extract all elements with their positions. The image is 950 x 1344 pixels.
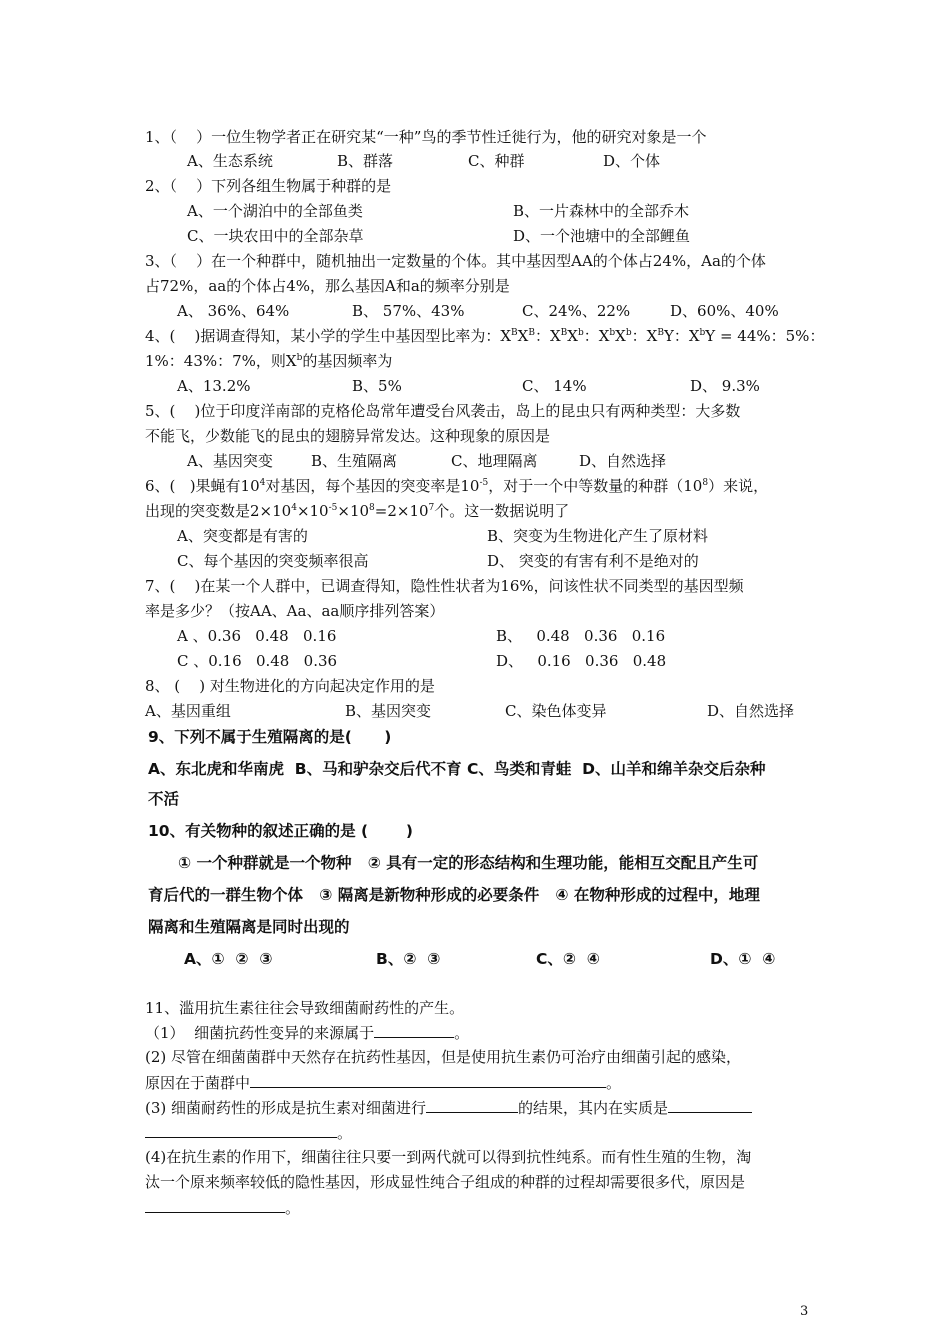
option-d: D、 9.3% (690, 377, 760, 395)
option-b: B、 0.48 0.36 0.16 (496, 627, 666, 645)
question-2-options (145, 201, 845, 221)
question-9-stem: 9、下列不属于生殖隔离的是( ) (148, 728, 392, 746)
question-11-part3-line2: 。 (145, 1122, 352, 1143)
question-8-stem: 8、 ( ) 对生物进化的方向起决定作用的是 (145, 677, 435, 695)
option-d: D、 突变的有害有利不是绝对的 (487, 552, 699, 570)
question-3-options (145, 301, 845, 321)
option-a: A、生态系统 (187, 152, 273, 170)
question-7-line2: 率是多少？（按AA、Aa、aa顺序排列答案） (145, 602, 445, 620)
option-b: B、一片森林中的全部乔木 (513, 202, 690, 220)
option-a: A、一个湖泊中的全部鱼类 (187, 202, 363, 220)
question-11-part3-line1: (3) 细菌耐药性的形成是抗生素对细菌进行 的结果，其内在实质是 (145, 1097, 752, 1118)
question-10-stem: 10、有关物种的叙述正确的是 ( ) (148, 822, 413, 840)
option-c: C、每个基因的突变频率很高 (177, 552, 369, 570)
question-7-options-row2 (145, 651, 845, 671)
question-6-line2: 出现的突变数是$2\times 10^4\times 10^{-5}\times 10^8=2\times 10^7$个。这一数据说明了 (145, 502, 570, 520)
question-11-part2-line1: (2) 尽管在细菌菌群中天然存在抗药性基因，但是使用抗生素仍可治疗由细菌引起的感染， (145, 1048, 742, 1066)
option-a: A、① ② ③ (184, 950, 273, 968)
question-9-options-line1: A、东北虎和华南虎 B、马和驴杂交后代不育 C、鸟类和青蛙 D、山羊和绵羊杂交后杂种 (148, 760, 766, 778)
question-5-line1: 5、( )位于印度洋南部的克格伦岛常年遭受台风袭击，岛上的昆虫只有两种类型：大多数 (145, 402, 741, 420)
option-c: C、 14% (522, 377, 587, 395)
option-d: D、一个池塘中的全部鲤鱼 (513, 227, 691, 245)
option-b: B、群落 (337, 152, 394, 170)
option-b: B、生殖隔离 (311, 452, 398, 470)
question-8-options (145, 701, 845, 721)
answer-blank[interactable] (145, 1122, 337, 1138)
question-6-line1: 6、( )果蝇有$10^4$对基因，每个基因的突变率是$10^{-5}$，对于一个中等数量的种群$(10^8)$来说， (145, 477, 769, 495)
option-a: A、基因突变 (187, 452, 273, 470)
option-b: B、② ③ (376, 950, 441, 968)
answer-blank[interactable] (145, 1197, 285, 1213)
question-6-options-row2 (145, 551, 845, 571)
question-9-options-line2: 不活 (148, 790, 180, 808)
question-1-options (145, 151, 845, 171)
question-3-line1: 3、（ ）在一个种群中，随机抽出一定数量的个体。其中基因型AA的个体占24%，Aa的个体 (145, 252, 766, 270)
question-7-options (145, 626, 845, 646)
option-c: C、② ④ (536, 950, 600, 968)
question-1-stem: 1、（ ）一位生物学者正在研究某“一种”鸟的季节性迁徙行为，他的研究对象是一个 (145, 128, 707, 146)
option-d: D、 0.16 0.36 0.48 (496, 652, 667, 670)
question-10-options (148, 949, 848, 969)
option-c: C 、0.16 0.48 0.36 (177, 652, 338, 670)
answer-blank[interactable] (250, 1072, 606, 1088)
option-a: A、突变都是有害的 (177, 527, 308, 545)
option-a: A、 36%、64% (177, 302, 290, 320)
option-b: B、基因突变 (345, 702, 432, 720)
option-c: C、染色体变异 (505, 702, 607, 720)
option-a: A、基因重组 (145, 702, 231, 720)
option-d: D、60%、40% (670, 302, 779, 320)
option-b: B、突变为生物进化产生了原材料 (487, 527, 709, 545)
option-b: B、 57%、43% (352, 302, 465, 320)
question-10-line1: ① 一个种群就是一个物种 ② 具有一定的形态结构和生理功能，能相互交配且产生可 (178, 854, 759, 872)
question-10-line3: 隔离和生殖隔离是同时出现的 (148, 918, 350, 936)
answer-blank[interactable] (426, 1097, 518, 1113)
question-4-line1: 4、( )据调查得知，某小学的学生中基因型比率为：$X^BX^B$：$X^BX^b$：$X^bX^b$：$X^BY$：$X^bY = 44\%$：5%： (145, 327, 825, 345)
option-a: A、13.2% (177, 377, 251, 395)
question-3-line2: 占72%，aa的个体占4%，那么基因A和a的频率分别是 (145, 277, 510, 295)
option-d: D、自然选择 (579, 452, 667, 470)
answer-blank[interactable] (374, 1022, 454, 1038)
option-d: D、个体 (603, 152, 661, 170)
option-c: C、一块农田中的全部杂草 (187, 227, 364, 245)
question-11-part4-line3: 。 (145, 1197, 300, 1218)
question-5-line2: 不能飞，少数能飞的昆虫的翅膀异常发达。这种现象的原因是 (145, 427, 551, 445)
page-number: 3 (800, 1304, 809, 1319)
question-11-part2-line2: 原因在于菌群中 。 (145, 1074, 622, 1092)
question-11-part1: （1） 细菌抗药性变异的来源属于 。 (145, 1024, 470, 1042)
answer-blank[interactable] (668, 1097, 752, 1113)
question-11-part4-line1: (4)在抗生素的作用下，细菌往往只要一到两代就可以得到抗性纯系。而有性生殖的生物，淘 (145, 1148, 752, 1166)
question-11-stem: 11、滥用抗生素往往会导致细菌耐药性的产生。 (145, 999, 465, 1017)
option-c: C、种群 (468, 152, 525, 170)
option-d: D、① ④ (710, 950, 776, 968)
question-2-options-row2 (145, 226, 845, 246)
question-11-part4-line2: 汰一个原来频率较低的隐性基因，形成显性纯合子组成的种群的过程却需要很多代，原因是 (145, 1173, 746, 1191)
option-a: A 、0.36 0.48 0.16 (177, 627, 337, 645)
question-10-line2: 育后代的一群生物个体 ③ 隔离是新物种形成的必要条件 ④ 在物种形成的过程中，地理 (148, 886, 760, 904)
option-c: C、24%、22% (522, 302, 631, 320)
question-4-options (145, 376, 845, 396)
question-5-options (145, 451, 845, 471)
option-d: D、自然选择 (707, 702, 795, 720)
question-7-line1: 7、( )在某一个人群中，已调查得知，隐性性状者为16%，问该性状不同类型的基因型频 (145, 577, 744, 595)
question-6-options (145, 526, 845, 546)
option-c: C、地理隔离 (451, 452, 538, 470)
question-4-line2: 1%：43%：7%，则$X^b$的基因频率为 (145, 352, 393, 370)
option-b: B、5% (352, 377, 402, 395)
question-2-stem: 2、（ ）下列各组生物属于种群的是 (145, 177, 392, 195)
